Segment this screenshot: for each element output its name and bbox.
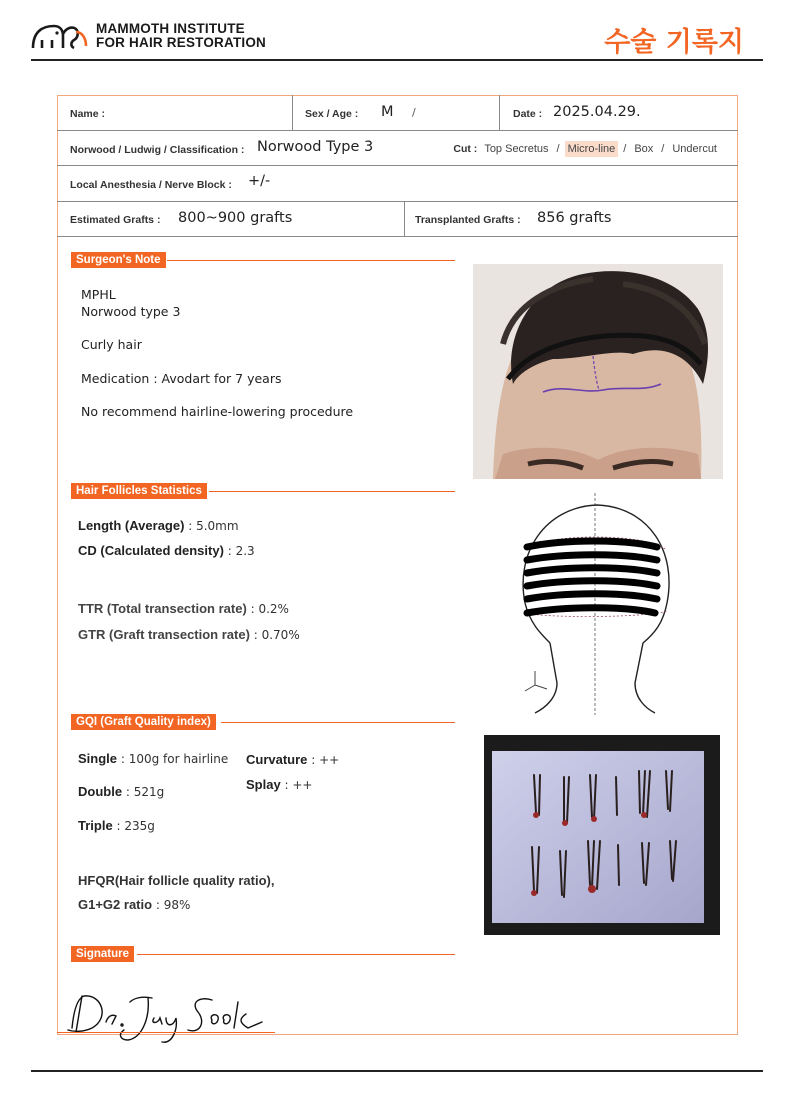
cut-label: Cut : bbox=[453, 143, 478, 155]
triple-stat: Triple : 235g bbox=[78, 818, 155, 833]
cut-option-top-secretus[interactable]: Top Secretus bbox=[484, 143, 549, 155]
anesthesia-value[interactable]: +/- bbox=[248, 173, 271, 189]
cut-option-micro-line[interactable]: Micro-line bbox=[565, 141, 619, 157]
length-stat: Length (Average) : 5.0mm bbox=[78, 518, 239, 533]
note-line: No recommend hairline-lowering procedure bbox=[81, 404, 354, 419]
gtr-stat: GTR (Graft transection rate) : 0.70% bbox=[78, 627, 300, 642]
transplanted-grafts-label: Transplanted Grafts : bbox=[415, 214, 521, 226]
document-title: 수술 기록지 bbox=[604, 27, 744, 58]
estimated-grafts-label: Estimated Grafts : bbox=[70, 214, 161, 226]
footer-divider bbox=[31, 1070, 763, 1072]
follicle-stats-title: Hair Follicles Statistics bbox=[71, 483, 207, 499]
signature-drawing bbox=[62, 988, 282, 1048]
note-line: MPHL bbox=[81, 287, 116, 302]
graft-microscope-image bbox=[484, 735, 720, 935]
note-line: Medication : Avodart for 7 years bbox=[81, 371, 282, 386]
cut-option-undercut[interactable]: Undercut bbox=[672, 143, 717, 155]
signature-underline bbox=[57, 1032, 275, 1033]
mammoth-logo-icon bbox=[30, 20, 92, 52]
cut-selector: Cut : Top Secretus / Micro-line / Box / Undercut bbox=[453, 141, 720, 157]
g1g2-stat: G1+G2 ratio : 98% bbox=[78, 897, 191, 912]
note-line: Curly hair bbox=[81, 337, 142, 352]
head-donor-diagram bbox=[505, 493, 690, 715]
splay-stat: Splay : ++ bbox=[246, 777, 313, 792]
org-name: MAMMOTH INSTITUTE FOR HAIR RESTORATION bbox=[96, 21, 267, 50]
note-line: Norwood type 3 bbox=[81, 304, 181, 319]
cut-option-box[interactable]: Box bbox=[634, 143, 654, 155]
date-label: Date : bbox=[513, 108, 543, 120]
surgeons-note-title: Surgeon's Note bbox=[71, 252, 166, 268]
anesthesia-label: Local Anesthesia / Nerve Block : bbox=[70, 179, 232, 191]
curvature-stat: Curvature : ++ bbox=[246, 752, 340, 767]
name-label: Name : bbox=[70, 108, 106, 120]
age-slash: / bbox=[412, 106, 416, 119]
double-stat: Double : 521g bbox=[78, 784, 165, 799]
patient-info-row bbox=[57, 95, 738, 131]
signature-title: Signature bbox=[71, 946, 134, 962]
cd-stat: CD (Calculated density) : 2.3 bbox=[78, 543, 255, 558]
classification-label: Norwood / Ludwig / Classification : bbox=[70, 144, 245, 156]
classification-value[interactable]: Norwood Type 3 bbox=[257, 139, 374, 155]
ttr-stat: TTR (Total transection rate) : 0.2% bbox=[78, 601, 289, 616]
patient-scalp-photo bbox=[473, 264, 723, 479]
anesthesia-row bbox=[57, 166, 738, 202]
single-stat: Single : 100g for hairline bbox=[78, 751, 229, 766]
estimated-grafts-value[interactable]: 800~900 grafts bbox=[178, 210, 293, 226]
gqi-title: GQI (Graft Quality index) bbox=[71, 714, 216, 730]
grafts-row bbox=[57, 202, 738, 237]
date-value[interactable]: 2025.04.29. bbox=[553, 104, 641, 120]
hfqr-stat: HFQR(Hair follicle quality ratio), bbox=[78, 873, 275, 888]
header-divider bbox=[31, 59, 763, 61]
sex-value[interactable]: M bbox=[381, 104, 394, 120]
sex-age-label: Sex / Age : bbox=[305, 108, 359, 120]
classification-row bbox=[57, 131, 738, 166]
transplanted-grafts-value[interactable]: 856 grafts bbox=[537, 210, 612, 226]
